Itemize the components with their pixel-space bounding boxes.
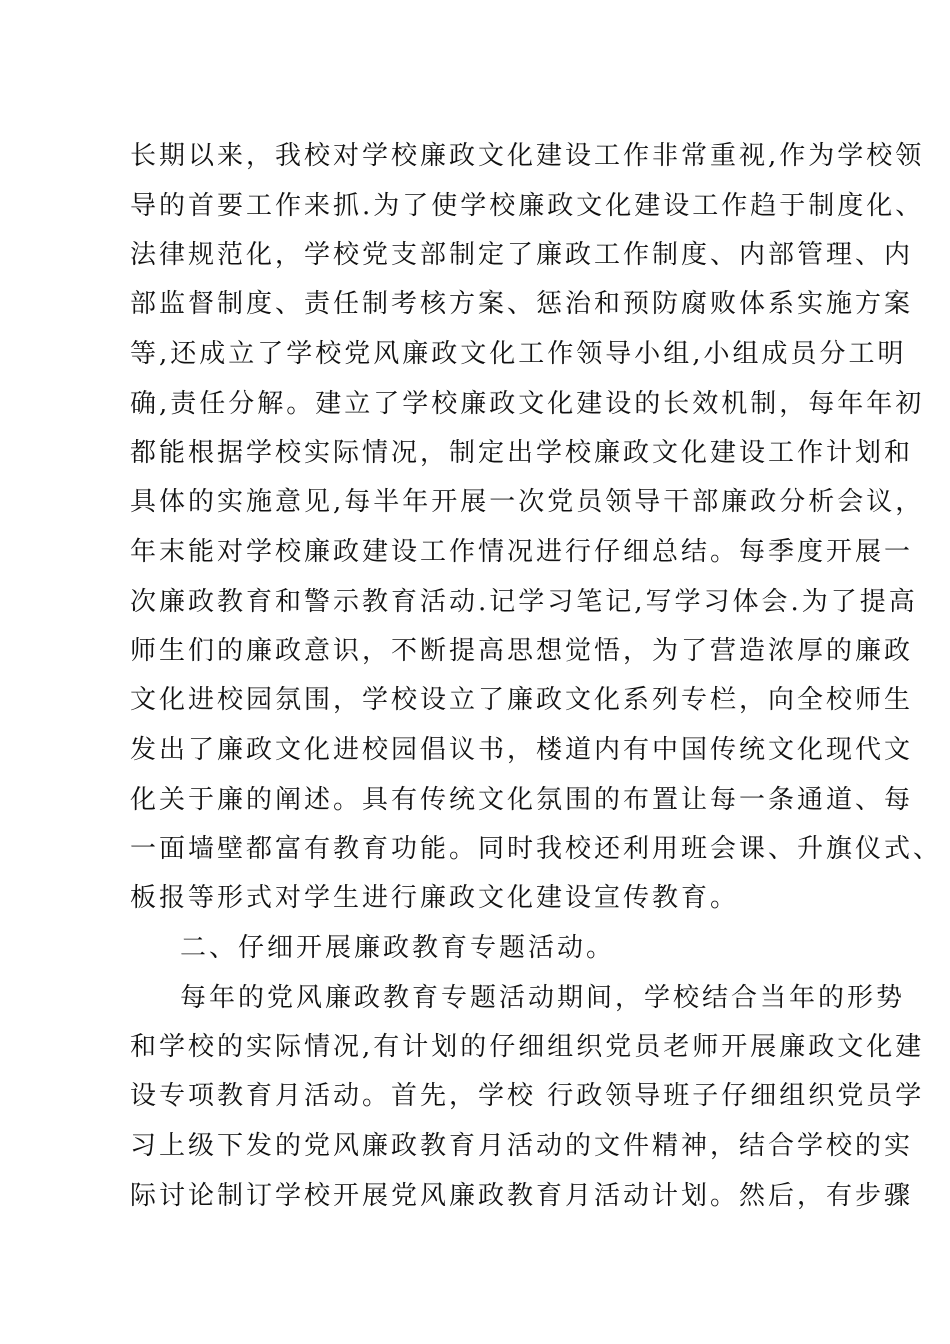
body-line: 化关于廉的阐述。具有传统文化氛围的布置让每一条通道、每: [130, 785, 914, 815]
paragraph-first-line: 每年的党风廉政教育专题活动期间，学校结合当年的形势: [180, 983, 906, 1013]
body-line: 设专项教育月活动。首先，学校 行政领导班子仔细组织党员学: [130, 1081, 925, 1111]
body-line: 年末能对学校廉政建设工作情况进行仔细总结。每季度开展一: [130, 537, 914, 567]
body-line: 法律规范化，学校党支部制定了廉政工作制度、内部管理、内: [130, 240, 914, 270]
body-line: 部监督制度、责任制考核方案、惩治和预防腐败体系实施方案: [130, 289, 914, 319]
body-line: 具体的实施意见,每半年开展一次党员领导干部廉政分析会议，: [130, 487, 925, 517]
body-line: 等,还成立了学校党风廉政文化工作领导小组,小组成员分工明: [130, 339, 907, 369]
body-line: 习上级下发的党风廉政教育月活动的文件精神，结合学校的实: [130, 1131, 914, 1161]
body-line: 导的首要工作来抓.为了使学校廉政文化建设工作趋于制度化、: [130, 191, 925, 221]
body-line: 师生们的廉政意识，不断提高思想觉悟，为了营造浓厚的廉政: [130, 636, 914, 666]
body-line: 板报等形式对学生进行廉政文化建设宣传教育。: [130, 883, 740, 913]
section-heading: 二、仔细开展廉政教育专题活动。: [180, 933, 616, 963]
body-line: 长期以来，我校对学校廉政文化建设工作非常重视,作为学校领: [130, 141, 925, 171]
body-line: 际讨论制订学校开展党风廉政教育月活动计划。然后，有步骤: [130, 1181, 914, 1211]
body-line: 一面墙壁都富有教育功能。同时我校还利用班会课、升旗仪式、: [130, 834, 943, 864]
body-line: 文化进校园氛围，学校设立了廉政文化系列专栏，向全校师生: [130, 685, 914, 715]
body-line: 和学校的实际情况,有计划的仔细组织党员老师开展廉政文化建: [130, 1032, 925, 1062]
body-line: 发出了廉政文化进校园倡议书，楼道内有中国传统文化现代文: [130, 735, 914, 765]
body-line: 次廉政教育和警示教育活动.记学习笔记,写学习体会.为了提高: [130, 587, 918, 617]
body-line: 都能根据学校实际情况，制定出学校廉政文化建设工作计划和: [130, 438, 914, 468]
body-line: 确,责任分解。建立了学校廉政文化建设的长效机制，每年年初: [130, 389, 925, 419]
